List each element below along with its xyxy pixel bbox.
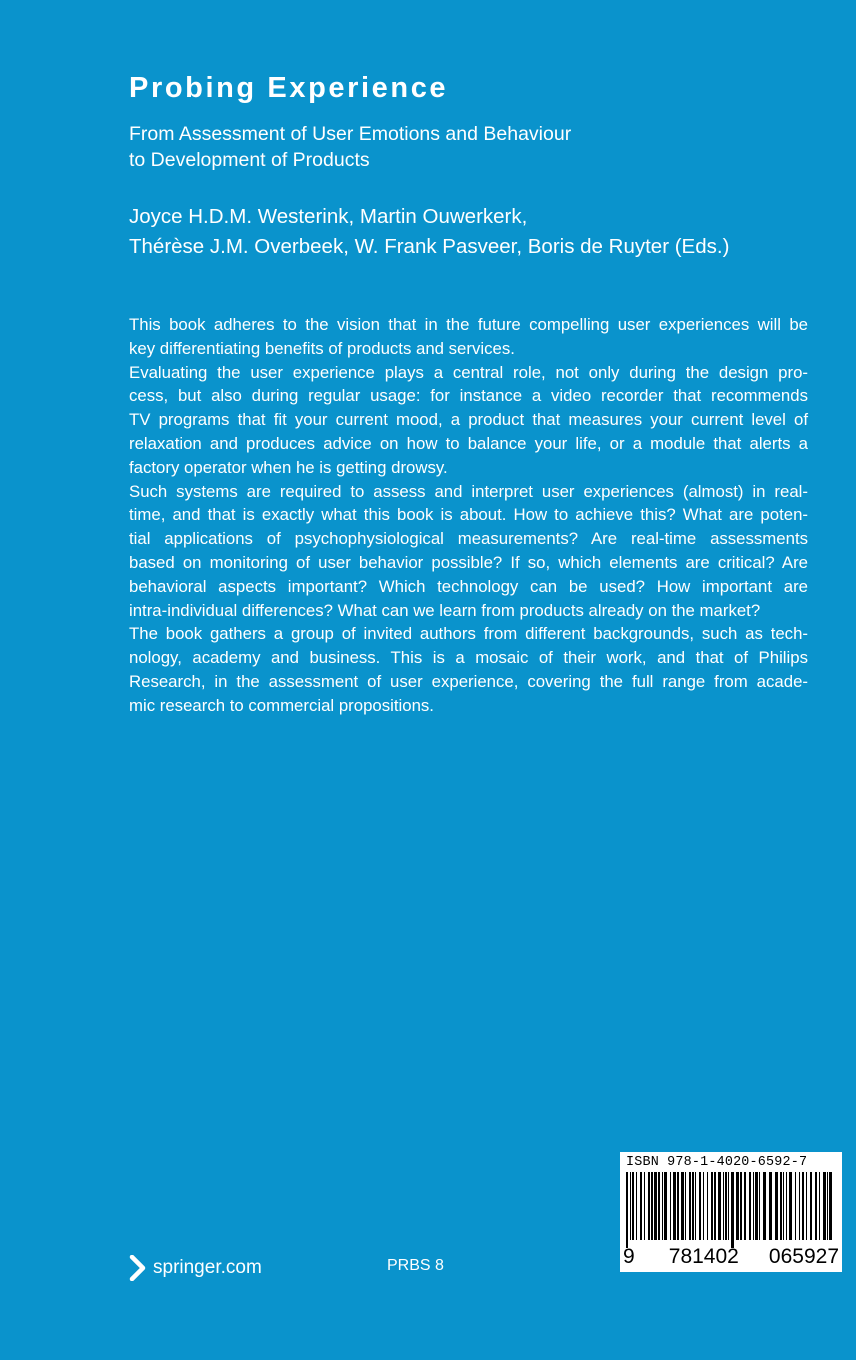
- barcode-bar: [662, 1172, 663, 1240]
- barcode-bar: [819, 1172, 820, 1240]
- barcode-bar: [769, 1172, 772, 1240]
- description-line: nology, academy and business. This is a mosaic of their work, and that of Philips: [129, 648, 808, 668]
- barcode-bar: [728, 1172, 729, 1240]
- barcode-bar: [703, 1172, 704, 1240]
- barcode-bar: [740, 1172, 742, 1240]
- barcode-digits-right: 065927: [768, 1245, 839, 1268]
- series-code: PRBS 8: [387, 1257, 444, 1274]
- subtitle-line: From Assessment of User Emotions and Behaviour: [129, 123, 572, 145]
- barcode-bar: [755, 1172, 758, 1240]
- barcode-bar: [644, 1172, 645, 1240]
- barcode-bars: [626, 1172, 836, 1248]
- publisher-link[interactable]: [129, 1255, 262, 1281]
- barcode-bar: [695, 1172, 696, 1240]
- barcode-bar: [658, 1172, 660, 1240]
- editors-list: [129, 202, 829, 262]
- barcode-bar: [651, 1172, 653, 1240]
- isbn-barcode: [620, 1152, 842, 1272]
- barcode-bar: [815, 1172, 817, 1240]
- barcode-bar: [827, 1172, 828, 1240]
- barcode-bar: [664, 1172, 667, 1240]
- barcode-bar: [707, 1172, 708, 1240]
- barcode-bar: [630, 1172, 631, 1240]
- editors-line: Thérèse J.M. Overbeek, W. Frank Pasveer, Boris de Ruyter (Eds.): [129, 235, 730, 258]
- barcode-bar: [681, 1172, 684, 1240]
- barcode-bar: [829, 1172, 832, 1240]
- barcode-bar: [783, 1172, 784, 1240]
- barcode-bar: [626, 1172, 628, 1248]
- description-line: TV programs that fit your current mood, a product that measures your current level of: [129, 410, 808, 430]
- barcode-bar: [714, 1172, 716, 1240]
- barcode-bar: [810, 1172, 812, 1240]
- barcode-bar: [711, 1172, 713, 1240]
- book-subtitle: [129, 121, 749, 173]
- barcode-bar: [753, 1172, 754, 1240]
- barcode-bar: [802, 1172, 804, 1240]
- barcode-bar: [632, 1172, 634, 1240]
- barcode-bar: [744, 1172, 746, 1240]
- barcode-bar: [673, 1172, 676, 1240]
- barcode-bar: [648, 1172, 650, 1240]
- barcode-bar: [640, 1172, 642, 1240]
- barcode-bar: [699, 1172, 701, 1240]
- barcode-bar: [725, 1172, 727, 1240]
- barcode-bar: [692, 1172, 694, 1240]
- description-line: tial applications of psychophysiological measurements? Are real-time assessments: [129, 529, 808, 549]
- description-line: factory operator when he is getting drowsy.: [129, 457, 448, 477]
- description-line: time, and that is exactly what this book is about. How to achieve this? What are poten-: [129, 505, 808, 525]
- barcode-bar: [723, 1172, 724, 1240]
- barcode-digits-left: 781402: [668, 1245, 739, 1268]
- description-line: cess, but also during regular usage: for instance a video recorder that recommends: [129, 386, 808, 406]
- barcode-bar: [763, 1172, 766, 1240]
- barcode-bar: [759, 1172, 760, 1240]
- barcode-digit-lead: 9: [623, 1245, 635, 1268]
- barcode-bar: [731, 1172, 734, 1248]
- barcode-bar: [823, 1172, 826, 1240]
- chevron-right-icon: [129, 1255, 147, 1281]
- description-line: based on monitoring of user behavior possible? If so, which elements are critical? Are: [129, 552, 808, 572]
- description-line: Evaluating the user experience plays a central role, not only during the design pro-: [129, 362, 808, 382]
- barcode-bar: [789, 1172, 792, 1240]
- barcode-bar: [795, 1172, 796, 1240]
- subtitle-line: to Development of Products: [129, 149, 370, 171]
- editors-line: Joyce H.D.M. Westerink, Martin Ouwerkerk,: [129, 205, 528, 228]
- description-line: Research, in the assessment of user experience, covering the full range from acade-: [129, 671, 808, 691]
- isbn-label: ISBN 978-1-4020-6592-7: [626, 1155, 808, 1170]
- description-line: relaxation and produces advice on how to balance your life, or a module that alerts a: [129, 433, 808, 453]
- barcode-bar: [654, 1172, 657, 1240]
- publisher-url[interactable]: springer.com: [153, 1257, 262, 1278]
- description-line: The book gathers a group of invited authors from different backgrounds, such as tech-: [129, 624, 808, 644]
- barcode-bar: [636, 1172, 637, 1240]
- book-title: Probing Experience: [129, 72, 449, 104]
- description-line: intra-individual differences? What can we learn from products already on the market?: [129, 600, 761, 620]
- description-line: Such systems are required to assess and interpret user experiences (almost) in real-: [129, 481, 808, 501]
- barcode-bar: [786, 1172, 787, 1240]
- barcode-bar: [689, 1172, 691, 1240]
- barcode-bar: [780, 1172, 782, 1240]
- description-line: behavioral aspects important? Which technology can be used? How important are: [129, 576, 808, 596]
- barcode-bar: [749, 1172, 751, 1240]
- barcode-bar: [718, 1172, 721, 1240]
- barcode-bar: [775, 1172, 778, 1240]
- description-line: mic research to commercial propositions.: [129, 695, 434, 715]
- book-description: [129, 313, 808, 718]
- description-line: This book adheres to the vision that in the future compelling user experiences will be: [129, 315, 808, 334]
- barcode-bar: [806, 1172, 807, 1240]
- barcode-bar: [685, 1172, 686, 1240]
- barcode-bar: [799, 1172, 800, 1240]
- barcode-bar: [670, 1172, 671, 1240]
- barcode-bar: [736, 1172, 739, 1240]
- barcode-bar: [677, 1172, 679, 1240]
- barcode-digits: [623, 1245, 839, 1269]
- description-line: key differentiating benefits of products and services.: [129, 338, 515, 358]
